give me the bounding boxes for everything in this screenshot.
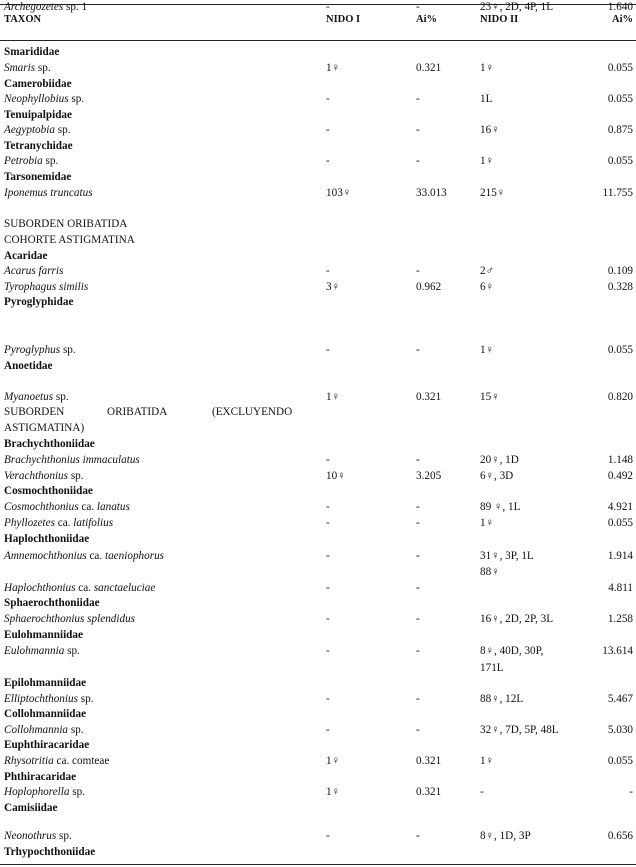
ai-1-value: 0.962	[416, 281, 442, 293]
ai-2-value: 0.055	[607, 155, 633, 167]
ai-1-value: -	[416, 613, 420, 625]
species-genus: Elliptochthonius	[4, 693, 78, 705]
species-qualifier: ca. comteae	[53, 755, 110, 767]
species-name	[4, 785, 85, 799]
species-qualifier: sp.	[35, 62, 51, 74]
suborder-heading: (EXCLUYENDO	[212, 406, 293, 418]
species-qualifier: ca.	[86, 550, 105, 562]
species-genus: Collohmannia	[4, 724, 69, 736]
species-name	[4, 754, 109, 768]
nido-1-count: -	[326, 830, 330, 842]
header-nido-1: NIDO I	[326, 14, 361, 25]
species-genus: Myanoetus	[4, 391, 54, 403]
family-name: Tarsonemidae	[4, 171, 72, 183]
species-name	[4, 723, 84, 737]
species-name	[4, 644, 80, 658]
nido-1-count: -	[326, 1, 330, 13]
nido-2-count: 1♀	[480, 344, 494, 356]
ai-2-value: 4.811	[608, 582, 633, 594]
ai-2-value: 1.148	[607, 454, 633, 466]
nido-2-count: 1♀	[480, 517, 494, 529]
suborder-heading: SUBORDEN	[4, 406, 65, 418]
nido-1-count: -	[326, 724, 330, 736]
suborder-heading: SUBORDEN ORIBATIDA	[4, 218, 128, 230]
species-name	[4, 516, 113, 530]
species-name	[4, 612, 135, 626]
species-name	[4, 469, 84, 483]
ai-1-value: -	[416, 155, 420, 167]
ai-1-value: 33.013	[416, 187, 447, 199]
nido-2-count: 8♀, 40D, 30P,	[480, 645, 544, 657]
nido-2-count: 6♀	[480, 281, 494, 293]
nido-2-count-continued: 88♀	[480, 566, 500, 578]
ai-1-value: -	[416, 693, 420, 705]
nido-1-count: 3♀	[326, 281, 340, 293]
nido-2-count: 1♀	[480, 155, 494, 167]
species-genus: Neophyllobius	[4, 93, 69, 105]
nido-2-count-continued: 171L	[480, 662, 504, 674]
species-genus: Hoplophorella	[4, 786, 70, 798]
species-name	[4, 549, 164, 563]
ai-2-value: 0.109	[607, 265, 633, 277]
species-name	[4, 264, 63, 278]
species-qualifier: sp.	[68, 724, 84, 736]
family-name: Tenuipalpidae	[4, 109, 72, 121]
species-genus: Smaris	[4, 62, 36, 74]
ai-1-value: -	[416, 454, 420, 466]
nido-1-count: 1♀	[326, 786, 340, 798]
family-name: Pyroglyphidae	[4, 296, 74, 308]
ai-1-value: -	[416, 550, 420, 562]
ai-2-value: 0.055	[607, 93, 633, 105]
species-qualifier: ca.	[75, 582, 94, 594]
nido-1-count: 103♀	[326, 187, 352, 199]
ai-1-value: -	[416, 501, 420, 513]
nido-1-count: -	[326, 454, 330, 466]
nido-2-count: 215♀	[480, 187, 506, 199]
suborder-heading: ORIBATIDA	[107, 406, 168, 418]
ai-2-value: 0.328	[607, 281, 633, 293]
species-qualifier: sp. 1	[63, 1, 88, 13]
species-qualifier: sp.	[68, 470, 84, 482]
ai-1-value: -	[416, 582, 420, 594]
species-genus: Phyllozetes	[4, 517, 55, 529]
species-qualifier: ca.	[54, 517, 74, 529]
header-nido-2: NIDO II	[480, 14, 519, 25]
species-name	[4, 500, 130, 514]
species-genus: Verachthonius	[4, 470, 69, 482]
species-genus: Pyroglyphus	[4, 344, 61, 356]
ai-2-value: 0.055	[607, 62, 633, 74]
ai-2-value: 1.640	[607, 1, 633, 13]
suborder-heading: ASTIGMATINA)	[4, 422, 85, 434]
nido-2-count: 32♀, 7D, 5P, 48L	[480, 724, 559, 736]
ai-2-value: 0.656	[607, 830, 633, 842]
nido-1-count: 1♀	[326, 755, 340, 767]
family-name: Eulohmanniidae	[4, 629, 83, 641]
species-name	[4, 829, 72, 843]
species-name	[4, 92, 84, 106]
ai-1-value: -	[416, 124, 420, 136]
nido-2-count: 20♀, 1D	[480, 454, 519, 466]
nido-1-count: -	[326, 124, 330, 136]
ai-1-value: -	[416, 830, 420, 842]
ai-2-value: 11.755	[602, 187, 633, 199]
species-qualifier: sp.	[68, 93, 85, 105]
nido-1-count: -	[326, 344, 330, 356]
species-qualifier: sp.	[64, 645, 80, 657]
ai-1-value: -	[416, 645, 420, 657]
family-name: Acaridae	[4, 250, 48, 262]
ai-2-value: 5.467	[607, 693, 633, 705]
nido-2-count: 23♀, 2D, 4P, 1L	[480, 1, 554, 13]
species-genus: Brachychthonius immaculatus	[4, 454, 140, 466]
header-ai-1: Ai%	[416, 14, 437, 25]
nido-1-count: -	[326, 265, 330, 277]
ai-1-value: -	[416, 1, 420, 13]
species-name	[4, 186, 93, 200]
species-name	[4, 692, 94, 706]
nido-2-count: 8♀, 1D, 3P	[480, 830, 531, 842]
species-name	[4, 581, 155, 595]
species-qualifier: sp.	[56, 830, 72, 842]
header-rule	[0, 40, 636, 41]
species-genus: Haplochthonius	[4, 582, 76, 594]
species-name	[4, 0, 87, 14]
species-qualifier: ca.	[78, 501, 97, 513]
species-genus: Archegozetes	[4, 1, 64, 13]
species-qualifier: sp.	[60, 344, 76, 356]
nido-1-count: -	[326, 550, 330, 562]
species-epithet: latifolius	[73, 517, 114, 529]
species-name	[4, 61, 51, 75]
nido-2-count: 31♀, 3P, 1L	[480, 550, 534, 562]
nido-1-count: -	[326, 155, 330, 167]
bottom-rule	[0, 864, 636, 865]
species-name	[4, 390, 69, 404]
family-name: Epilohmanniidae	[4, 677, 87, 689]
species-name	[4, 280, 88, 294]
ai-1-value: 0.321	[416, 755, 442, 767]
family-name: Camisiidae	[4, 802, 58, 814]
nido-2-count: 1♀	[480, 755, 494, 767]
family-name: Haplochthoniidae	[4, 533, 90, 545]
ai-2-value: 1.258	[607, 613, 633, 625]
nido-1-count: -	[326, 517, 330, 529]
nido-2-count: 6♀, 3D	[480, 470, 514, 482]
ai-2-value: 0.492	[607, 470, 633, 482]
species-genus: Neonothrus	[4, 830, 57, 842]
ai-2-value: 0.820	[607, 391, 633, 403]
ai-2-value: 0.875	[607, 124, 633, 136]
family-name: Sphaerochthoniidae	[4, 597, 100, 609]
species-epithet: lanatus	[96, 501, 130, 513]
ai-1-value: 0.321	[416, 391, 442, 403]
species-genus: Rhysotritia	[4, 755, 54, 767]
ai-1-value: -	[416, 344, 420, 356]
nido-2-count: 88♀, 12L	[480, 693, 524, 705]
nido-2-count: 1L	[480, 93, 493, 105]
ai-2-value: 5.030	[607, 724, 633, 736]
species-genus: Amnemochthonius	[4, 550, 87, 562]
nido-2-count: 15♀	[480, 391, 500, 403]
nido-2-count: 16♀	[480, 124, 500, 136]
ai-1-value: 0.321	[416, 786, 442, 798]
nido-2-count: -	[480, 786, 484, 798]
nido-1-count: -	[326, 693, 330, 705]
header-taxon: TAXON	[4, 14, 42, 25]
species-name	[4, 453, 140, 467]
nido-2-count: 1♀	[480, 62, 494, 74]
nido-1-count: -	[326, 645, 330, 657]
ai-2-value: 4.921	[607, 501, 633, 513]
species-genus: Acarus farris	[4, 265, 64, 277]
header-ai-2: Ai%	[612, 14, 633, 25]
species-genus: Sphaerochthonius splendidus	[4, 613, 136, 625]
ai-2-value: 0.055	[607, 344, 633, 356]
ai-2-value: -	[629, 786, 633, 798]
species-genus: Eulohmannia	[4, 645, 65, 657]
family-name: Camerobiidae	[4, 78, 72, 90]
ai-1-value: 0.321	[416, 62, 442, 74]
family-name: Cosmochthoniidae	[4, 485, 93, 497]
family-name: Tetranychidae	[4, 140, 73, 152]
suborder-heading: COHORTE ASTIGMATINA	[4, 234, 135, 246]
species-qualifier: sp.	[42, 155, 59, 167]
species-genus: Aegyptobia	[4, 124, 55, 136]
family-name: Smarididae	[4, 46, 60, 58]
ai-2-value: 13.614	[602, 645, 633, 657]
species-genus: Iponemus truncatus	[4, 187, 93, 199]
ai-1-value: -	[416, 265, 420, 277]
species-qualifier: sp.	[69, 786, 86, 798]
nido-2-count: 89 ♀, 1L	[480, 501, 521, 513]
family-name: Euphthiracaridae	[4, 739, 90, 751]
nido-1-count: -	[326, 93, 330, 105]
ai-1-value: -	[416, 724, 420, 736]
species-genus: Cosmochthonius	[4, 501, 79, 513]
ai-2-value: 1.914	[607, 550, 633, 562]
species-name	[4, 154, 58, 168]
ai-2-value: 0.055	[607, 517, 633, 529]
species-qualifier: sp.	[77, 693, 94, 705]
family-name: Brachychthoniidae	[4, 438, 95, 450]
nido-1-count: 1♀	[326, 62, 340, 74]
species-qualifier: sp.	[53, 391, 69, 403]
species-epithet: sanctaeluciae	[93, 582, 156, 594]
nido-1-count: 10♀	[326, 470, 346, 482]
ai-1-value: -	[416, 517, 420, 529]
species-qualifier: sp.	[54, 124, 71, 136]
nido-1-count: -	[326, 582, 330, 594]
nido-1-count: -	[326, 501, 330, 513]
nido-1-count: -	[326, 613, 330, 625]
nido-2-count: 2♂	[480, 265, 494, 277]
nido-2-count: 16♀, 2D, 2P, 3L	[480, 613, 554, 625]
family-name: Collohmanniidae	[4, 708, 87, 720]
species-genus: Petrobia	[4, 155, 43, 167]
nido-1-count: 1♀	[326, 391, 340, 403]
ai-2-value: 0.055	[607, 755, 633, 767]
species-genus: Tyrophagus similis	[4, 281, 89, 293]
family-name: Anoetidae	[4, 360, 53, 372]
family-name: Phthiracaridae	[4, 771, 77, 783]
species-epithet: taeniophorus	[104, 550, 165, 562]
species-name	[4, 343, 76, 357]
species-name	[4, 123, 71, 137]
ai-1-value: 3.205	[416, 470, 442, 482]
family-name: Trhypochthoniidae	[4, 846, 96, 858]
ai-1-value: -	[416, 93, 420, 105]
